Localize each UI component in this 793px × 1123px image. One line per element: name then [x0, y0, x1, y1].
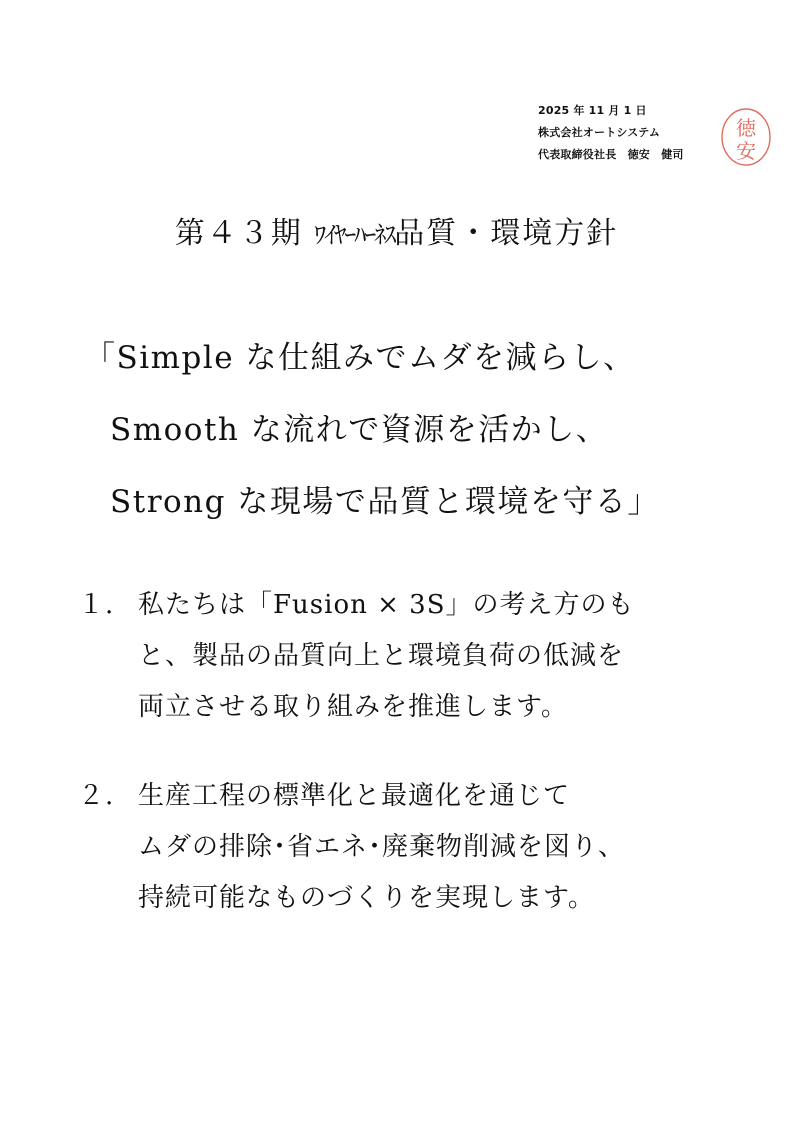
policy-item-2	[78, 771, 625, 924]
policy-item-1	[78, 580, 635, 733]
policy-line: と、製品の品質向上と環境負荷の低減を	[138, 641, 625, 671]
seal-char-1: 徳	[736, 116, 756, 140]
slogan-line-1: 「Simple な仕組みでムダを減らし、	[84, 340, 636, 376]
policy-line: ムダの排除･省エネ･廃棄物削減を図り、	[138, 832, 626, 862]
issue-date: 2025 年 11 月 1 日	[538, 104, 647, 117]
slogan	[84, 322, 660, 538]
policy-line: 私たちは「Fusion × 3S」の考え方のも	[138, 590, 635, 620]
policy-line: 両立させる取り組みを推進します。	[138, 692, 568, 722]
signatory: 代表取締役社長 徳安 健司	[538, 148, 684, 161]
policy-line: 生産工程の標準化と最適化を通じて	[138, 781, 571, 811]
policy-number: １.	[78, 590, 115, 620]
policy-number: ２.	[78, 781, 115, 811]
page-title	[0, 208, 793, 252]
slogan-line-2: Smooth な流れで資源を活かし、	[110, 412, 609, 448]
document-header	[538, 100, 738, 166]
slogan-line-3: Strong な現場で品質と環境を守る」	[110, 484, 660, 520]
personal-seal-stamp	[720, 107, 772, 167]
seal-char-2: 安	[736, 139, 756, 163]
title-suffix: 品質・環境方針	[394, 216, 619, 251]
title-prefix: 第４３期	[174, 216, 315, 251]
title-product: ﾜｲﾔｰﾊｰﾈｽ	[314, 221, 395, 249]
company-name: 株式会社オートシステム	[538, 126, 661, 139]
policy-line: 持続可能なものづくりを実現します。	[138, 883, 595, 913]
